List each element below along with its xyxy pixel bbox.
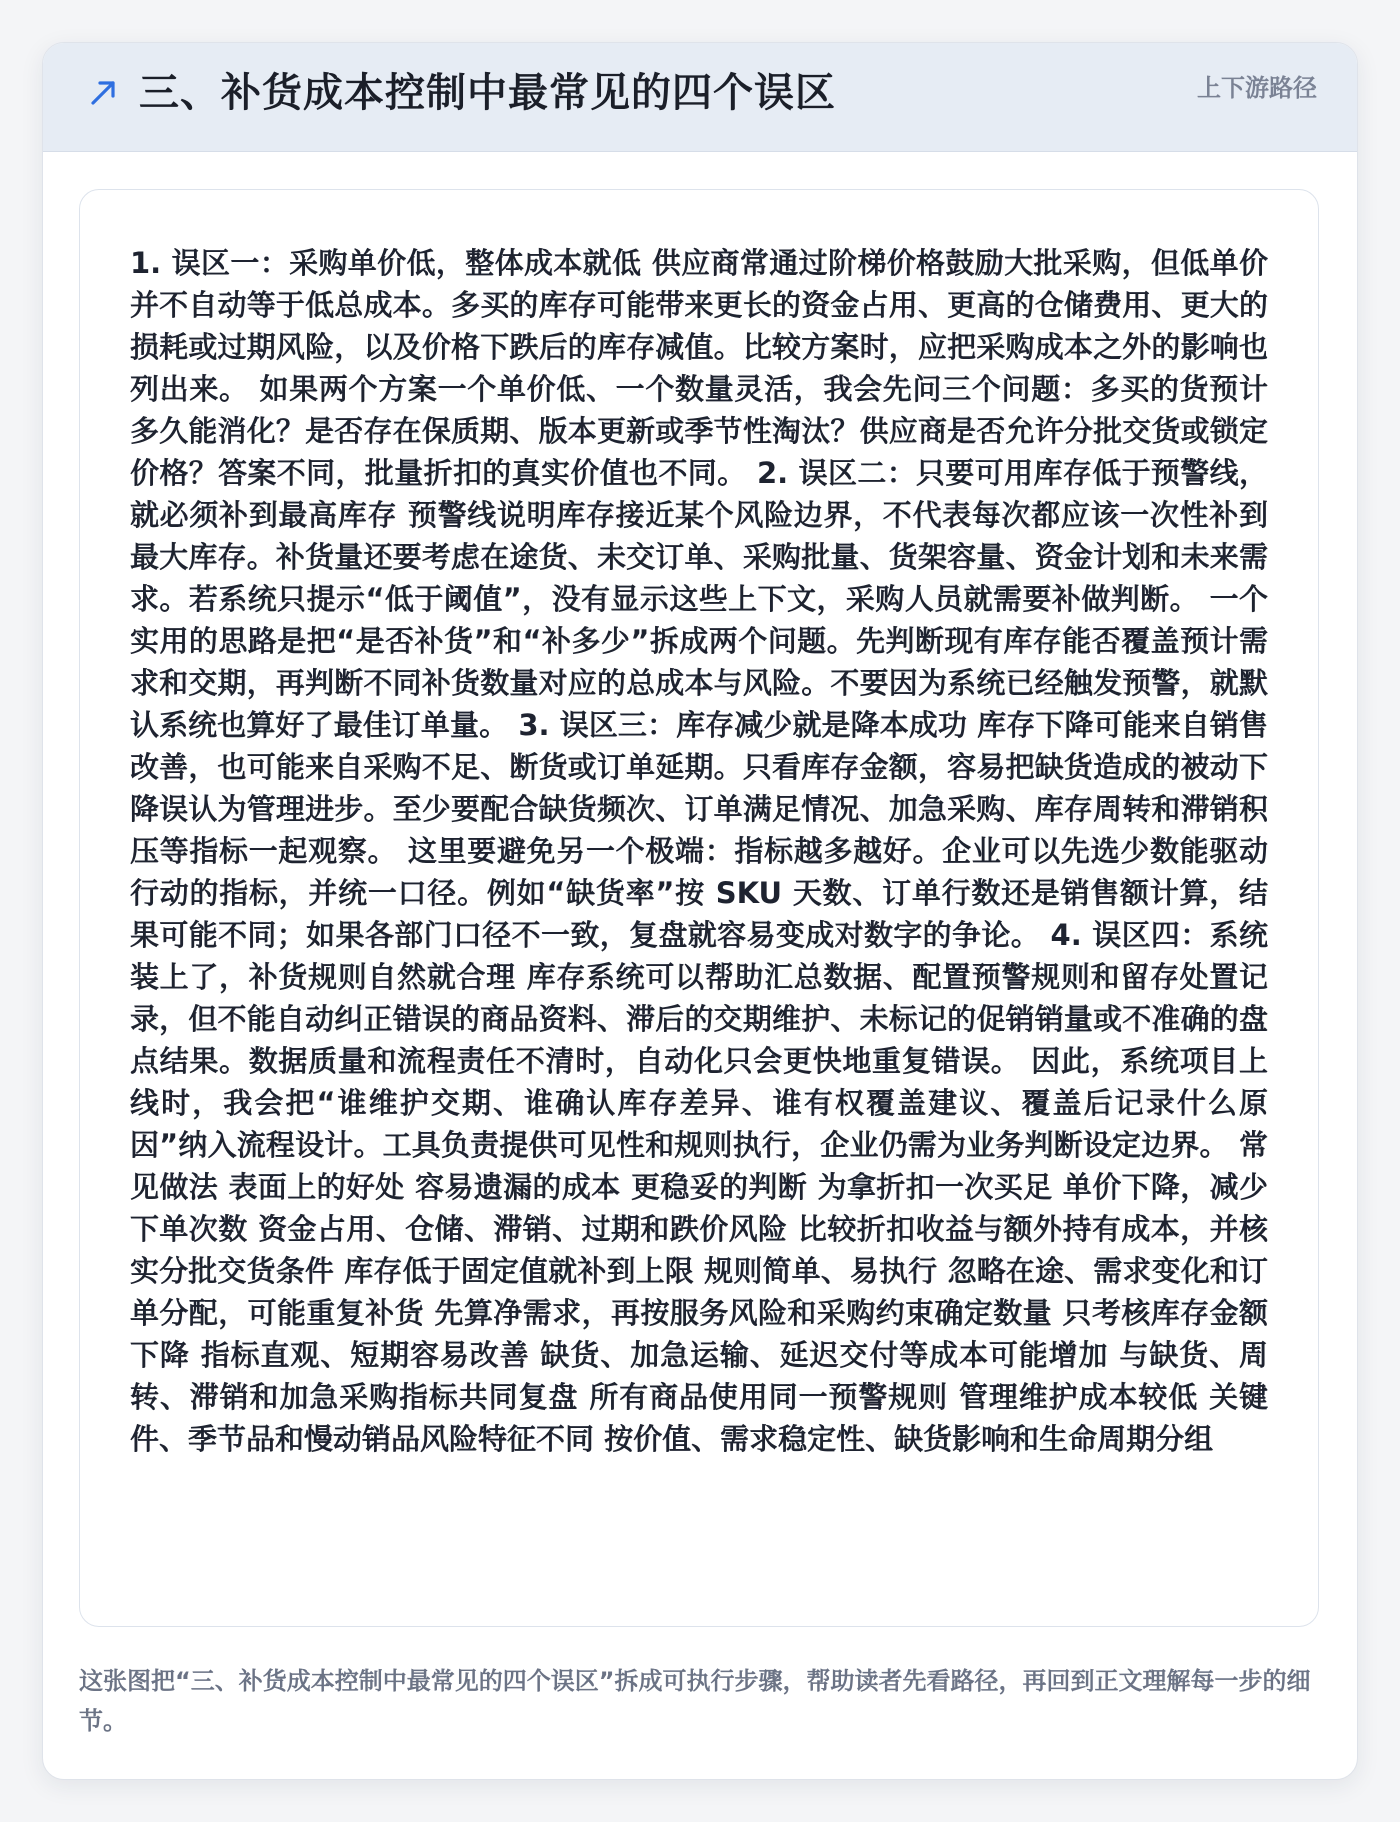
content-box bbox=[79, 189, 1319, 1627]
figure-caption: 这张图把“三、补货成本控制中最常见的四个误区”拆成可执行步骤，帮助读者先看路径，再回到正文理解每一步的细节。 bbox=[79, 1667, 1311, 1735]
arrow-up-right-icon bbox=[87, 75, 123, 111]
article-card bbox=[42, 42, 1358, 1780]
path-tag[interactable]: 上下游路径 bbox=[1197, 74, 1317, 102]
arrow-up-right-icon-svg bbox=[87, 75, 121, 109]
body-paragraph: 1. 误区一：采购单价低，整体成本就低 供应商常通过阶梯价格鼓励大批采购，但低单价并不自动等于低总成本。多买的库存可能带来更长的资金占用、更高的仓储费用、更大的损耗或过期风险，以及价格下跌后的库存减值。比较方案时，应把采购成本之外的影响也列出来。 如果两个方案一个单价低、一个数量灵活，我会先问三个问题：多买的货预计多久能消化？是否存在保质期、版本更新或季节性淘汰？供应商是否允许分批交货或锁定价格？答案不同，批量折扣的真实价值也不同。 2. 误区二：只要可用库存低于预警线，就必须补到最高库存 预警线说明库存接近某个风险边界，不代表每次都应该一次性补到最大库存。补货量还要考虑在途货、未交订单、采购批量、货架容量、资金计划和未来需求。若系统只提示“低于阈值”，没有显示这些上下文，采购人员就需要补做判断。 一个实用的思路是把“是否补货”和“补多少”拆成两个问题。先判断现有库存能否覆盖预计需求和交期，再判断不同补货数量对应的总成本与风险。不要因为系统已经触发预警，就默认系统也算好了最佳订单量。 3. 误区三：库存减少就是降本成功 库存下降可能来自销售改善，也可能来自采购不足、断货或订单延期。只看库存金额，容易把缺货造成的被动下降误认为管理进步。至少要配合缺货频次、订单满足情况、加急采购、库存周转和滞销积压等指标一起观察。 这里要避免另一个极端：指标越多越好。企业可以先选少数能驱动行动的指标，并统一口径。例如“缺货率”按 SKU 天数、订单行数还是销售额计算，结果可能不同；如果各部门口径不一致，复盘就容易变成对数字的争论。 4. 误区四：系统装上了，补货规则自然就合理 库存系统可以帮助汇总数据、配置预警规则和留存处置记录，但不能自动纠正错误的商品资料、滞后的交期维护、未标记的促销销量或不准确的盘点结果。数据质量和流程责任不清时，自动化只会更快地重复错误。 因此，系统项目上线时，我会把“谁维护交期、谁确认库存差异、谁有权覆盖建议、覆盖后记录什么原因”纳入流程设计。工具负责提供可见性和规则执行，企业仍需为业务判断设定边界。 常见做法 表面上的好处 容易遗漏的成本 更稳妥的判断 为拿折扣一次买足 单价下降，减少下单次数 资金占用、仓储、滞销、过期和跌价风险 比较折扣收益与额外持有成本，并核实分批交货条件 库存低于固定值就补到上限 规则简单、易执行 忽略在途、需求变化和订单分配，可能重复补货 先算净需求，再按服务风险和采购约束确定数量 只考核库存金额下降 指标直观、短期容易改善 缺货、加急运输、延迟交付等成本可能增加 与缺货、周转、滞销和加急采购指标共同复盘 所有商品使用同一预警规则 管理维护成本较低 关键件、季节品和慢动销品风险特征不同 按价值、需求稳定性、缺货影响和生命周期分组 bbox=[130, 246, 1268, 1456]
page-title: 三、补货成本控制中最常见的四个误区 bbox=[139, 70, 836, 116]
card-header bbox=[43, 43, 1357, 152]
